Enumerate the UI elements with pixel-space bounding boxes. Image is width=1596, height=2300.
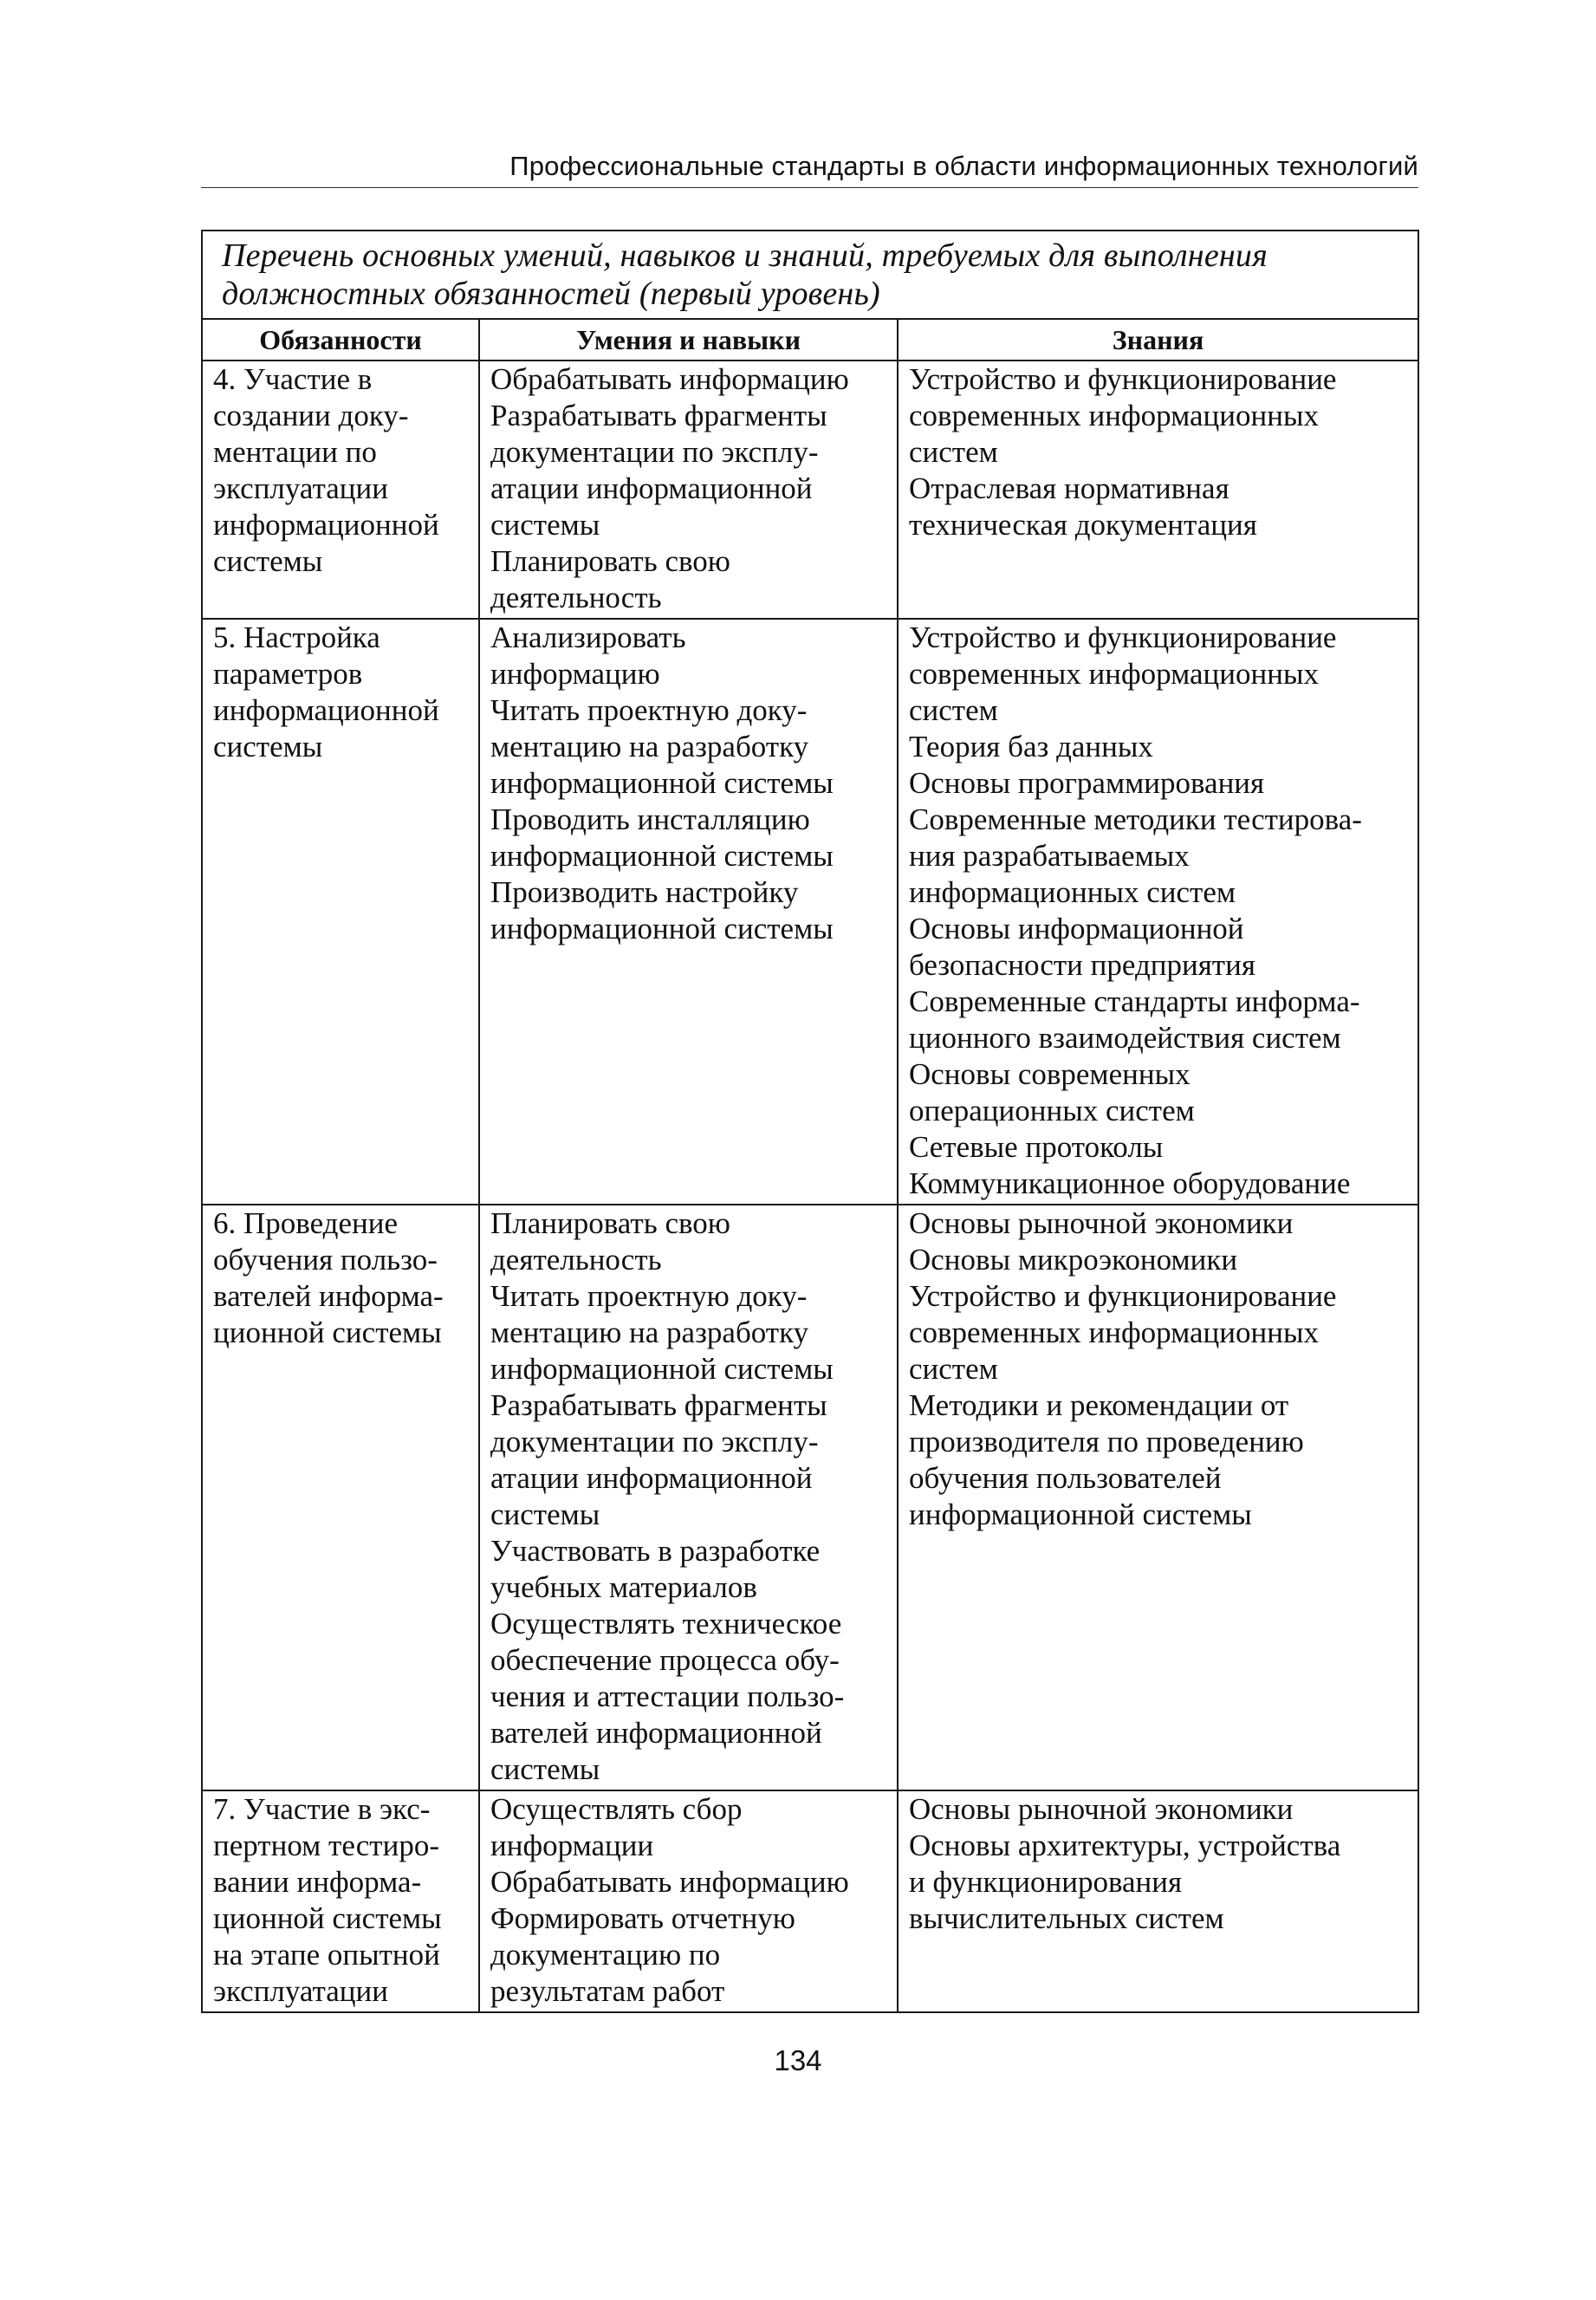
- page-number: 134: [774, 2044, 822, 2076]
- cell-line: обеспечение процесса обу-: [490, 1643, 840, 1677]
- caption-row: [202, 231, 1418, 319]
- column-header-skills: Умения и навыки: [479, 319, 898, 361]
- cell-line: современных информационных: [909, 657, 1319, 691]
- knowledge-cell: [898, 1790, 1418, 2012]
- cell-line: Современные методики тестирова-: [909, 802, 1362, 836]
- knowledge-cell: [898, 619, 1418, 1205]
- cell-line: ционной системы: [213, 1901, 442, 1935]
- cell-line: Основы программирования: [909, 766, 1265, 800]
- cell-line: Основы рыночной экономики: [909, 1206, 1294, 1240]
- cell-line: создании доку-: [213, 399, 409, 432]
- cell-line: документацию по: [490, 1938, 721, 1972]
- cell-line: систем: [909, 435, 998, 469]
- cell-line: учебных материалов: [490, 1570, 757, 1604]
- table-row: [202, 1790, 1418, 2012]
- cell-line: обучения пользователей: [909, 1461, 1222, 1495]
- cell-line: ционного взаимодействия систем: [909, 1021, 1341, 1055]
- cell-line: 4. Участие в: [213, 362, 373, 396]
- cell-line: информацию: [490, 657, 660, 691]
- cell-line: системы: [490, 1498, 600, 1531]
- cell-line: Сетевые протоколы: [909, 1130, 1164, 1164]
- cell-line: Планировать свою: [490, 1206, 730, 1240]
- cell-line: Производить настройку: [490, 875, 799, 909]
- skills-table: [201, 230, 1419, 2013]
- cell-line: Основы архитектуры, устройства: [909, 1829, 1341, 1862]
- cell-line: вателей информационной: [490, 1716, 822, 1750]
- cell-line: и функционирования: [909, 1865, 1183, 1899]
- column-header-duties: Обязанности: [202, 319, 479, 361]
- table-body: [202, 361, 1418, 2012]
- table-row: [202, 619, 1418, 1205]
- cell-line: Методики и рекомендации от: [909, 1388, 1289, 1422]
- cell-line: ционной системы: [213, 1316, 442, 1349]
- cell-line: Читать проектную доку-: [490, 1279, 808, 1313]
- duty-cell: [202, 619, 479, 1205]
- cell-line: атации информационной: [490, 1461, 813, 1495]
- running-head: Профессиональные стандарты в области информационных технологий: [509, 151, 1418, 181]
- cell-line: информационной: [213, 693, 439, 727]
- cell-line: 6. Проведение: [213, 1206, 399, 1240]
- cell-line: обучения пользо-: [213, 1243, 438, 1277]
- caption-line: Перечень основных умений, навыков и знаний, требуемых для выполнения: [222, 237, 1268, 274]
- cell-line: информационной системы: [490, 912, 834, 945]
- cell-line: информации: [490, 1829, 654, 1862]
- cell-line: ментацию на разработку: [490, 730, 809, 763]
- cell-line: Обрабатывать информацию: [490, 362, 849, 396]
- cell-line: системы: [490, 508, 600, 542]
- duty-cell: [202, 361, 479, 619]
- cell-line: деятельность: [490, 581, 662, 614]
- cell-line: Отраслевая нормативная: [909, 471, 1229, 505]
- cell-line: информационной системы: [490, 766, 834, 800]
- cell-line: системы: [213, 730, 323, 763]
- cell-line: Основы рыночной экономики: [909, 1792, 1294, 1826]
- cell-line: Читать проектную доку-: [490, 693, 808, 727]
- table-row: [202, 1205, 1418, 1790]
- cell-line: результатам работ: [490, 1974, 725, 2008]
- cell-line: Участвовать в разработке: [490, 1534, 821, 1568]
- cell-line: вателей информа-: [213, 1279, 444, 1313]
- cell-line: ментации по: [213, 435, 377, 469]
- cell-line: Обрабатывать информацию: [490, 1865, 849, 1899]
- skills-cell: [479, 361, 898, 619]
- cell-line: Формировать отчетную: [490, 1901, 795, 1935]
- duty-cell: [202, 1790, 479, 2012]
- cell-line: Основы современных: [909, 1057, 1191, 1091]
- skills-cell: [479, 1790, 898, 2012]
- cell-line: Анализировать: [490, 620, 686, 654]
- cell-line: Проводить инсталляцию: [490, 802, 810, 836]
- cell-line: Современные стандарты информа-: [909, 984, 1360, 1018]
- cell-line: деятельность: [490, 1243, 662, 1277]
- caption-line: должностных обязанностей (первый уровень): [222, 276, 880, 312]
- cell-line: информационной системы: [490, 1352, 834, 1386]
- cell-line: информационной: [213, 508, 439, 542]
- cell-line: Осуществлять сбор: [490, 1792, 743, 1826]
- cell-line: производителя по проведению: [909, 1425, 1304, 1459]
- cell-line: Устройство и функционирование: [909, 362, 1337, 396]
- cell-line: атации информационной: [490, 471, 813, 505]
- cell-line: информационной системы: [490, 839, 834, 873]
- cell-line: Устройство и функционирование: [909, 1279, 1337, 1313]
- cell-line: ния разрабатываемых: [909, 839, 1190, 873]
- cell-line: Основы микроэкономики: [909, 1243, 1238, 1277]
- cell-line: документации по эксплу-: [490, 1425, 819, 1459]
- cell-line: систем: [909, 693, 998, 727]
- header-rule: [201, 187, 1418, 188]
- knowledge-cell: [898, 361, 1418, 619]
- cell-line: 7. Участие в экс-: [213, 1792, 431, 1826]
- knowledge-cell: [898, 1205, 1418, 1790]
- table-row: [202, 361, 1418, 619]
- cell-line: современных информационных: [909, 399, 1319, 432]
- skills-cell: [479, 1205, 898, 1790]
- cell-line: эксплуатации: [213, 1974, 389, 2008]
- cell-line: систем: [909, 1352, 998, 1386]
- cell-line: Коммуникационное оборудование: [909, 1166, 1351, 1200]
- skills-cell: [479, 619, 898, 1205]
- cell-line: вании информа-: [213, 1865, 422, 1899]
- duty-cell: [202, 1205, 479, 1790]
- column-header-knowledge: Знания: [898, 319, 1418, 361]
- cell-line: современных информационных: [909, 1316, 1319, 1349]
- cell-line: на этапе опытной: [213, 1938, 440, 1972]
- cell-line: безопасности предприятия: [909, 948, 1255, 982]
- cell-line: 5. Настройка: [213, 620, 380, 654]
- cell-line: операционных систем: [909, 1094, 1195, 1127]
- cell-line: эксплуатации: [213, 471, 389, 505]
- cell-line: пертном тестиро-: [213, 1829, 439, 1862]
- cell-line: информационных систем: [909, 875, 1236, 909]
- table-caption: [202, 231, 1418, 319]
- cell-line: документации по эксплу-: [490, 435, 819, 469]
- cell-line: системы: [490, 1752, 600, 1786]
- cell-line: чения и аттестации пользо-: [490, 1680, 845, 1713]
- cell-line: Устройство и функционирование: [909, 620, 1337, 654]
- cell-line: ментацию на разработку: [490, 1316, 809, 1349]
- cell-line: Теория баз данных: [909, 730, 1153, 763]
- cell-line: Осуществлять техническое: [490, 1607, 842, 1641]
- cell-line: техническая документация: [909, 508, 1257, 542]
- cell-line: параметров: [213, 657, 363, 691]
- cell-line: Планировать свою: [490, 544, 730, 578]
- header-row: [202, 319, 1418, 361]
- cell-line: системы: [213, 544, 323, 578]
- cell-line: Разрабатывать фрагменты: [490, 399, 827, 432]
- cell-line: Разрабатывать фрагменты: [490, 1388, 827, 1422]
- cell-line: информационной системы: [909, 1498, 1252, 1531]
- cell-line: Основы информационной: [909, 912, 1244, 945]
- cell-line: вычислительных систем: [909, 1901, 1224, 1935]
